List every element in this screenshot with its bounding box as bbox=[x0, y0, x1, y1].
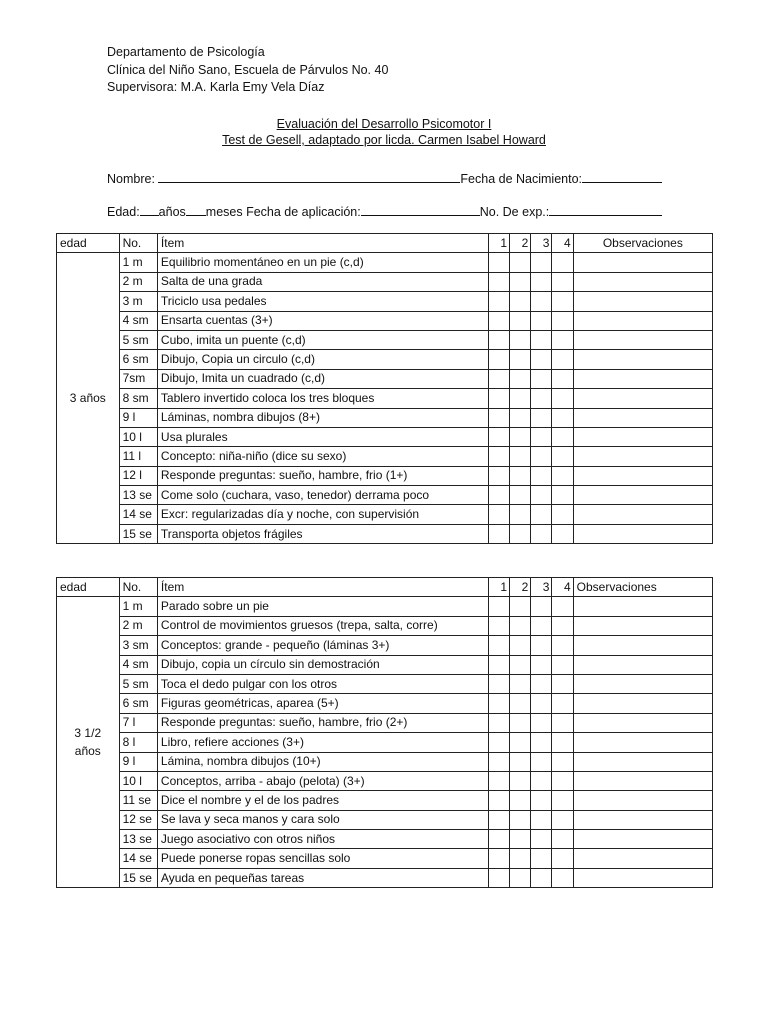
score-cell-4[interactable] bbox=[552, 505, 573, 524]
table-row bbox=[57, 389, 713, 408]
score-cell-3[interactable] bbox=[531, 674, 552, 693]
nombre-field[interactable] bbox=[158, 170, 460, 183]
score-cell-4[interactable] bbox=[552, 427, 573, 446]
score-cell-1[interactable] bbox=[488, 369, 509, 388]
meses-field[interactable] bbox=[186, 203, 206, 216]
score-cell-3[interactable] bbox=[531, 408, 552, 427]
item-number: 5 sm bbox=[119, 330, 157, 349]
item-number: 2 m bbox=[119, 616, 157, 635]
table-row bbox=[57, 486, 713, 505]
score-cell-3[interactable] bbox=[531, 447, 552, 466]
item-description: Libro, refiere acciones (3+) bbox=[157, 733, 488, 752]
score-cell-3[interactable] bbox=[531, 505, 552, 524]
score-cell-2[interactable] bbox=[510, 505, 531, 524]
score-cell-2[interactable] bbox=[510, 408, 531, 427]
score-cell-4[interactable] bbox=[552, 292, 573, 311]
score-cell-4[interactable] bbox=[552, 369, 573, 388]
table-row bbox=[57, 408, 713, 427]
score-cell-1[interactable] bbox=[488, 674, 509, 693]
table-row bbox=[57, 466, 713, 485]
score-cell-2[interactable] bbox=[510, 868, 531, 887]
score-cell-3[interactable] bbox=[531, 616, 552, 635]
score-cell-2[interactable] bbox=[510, 674, 531, 693]
observations-cell[interactable] bbox=[573, 369, 712, 388]
item-number: 7sm bbox=[119, 369, 157, 388]
item-description: Usa plurales bbox=[157, 427, 488, 446]
item-description: Transporta objetos frágiles bbox=[157, 524, 488, 543]
score-cell-1[interactable] bbox=[488, 636, 509, 655]
score-cell-2[interactable] bbox=[510, 752, 531, 771]
observations-cell[interactable] bbox=[573, 524, 712, 543]
score-cell-3[interactable] bbox=[531, 868, 552, 887]
col-2-header: 2 bbox=[510, 234, 531, 253]
item-number: 12 se bbox=[119, 810, 157, 829]
table-row bbox=[57, 505, 713, 524]
score-cell-3[interactable] bbox=[531, 830, 552, 849]
age-group-line-1: 3 1/2 bbox=[74, 726, 102, 741]
score-cell-1[interactable] bbox=[488, 311, 509, 330]
item-description: Responde preguntas: sueño, hambre, frio (1+) bbox=[157, 466, 488, 485]
table-row bbox=[57, 752, 713, 771]
observations-cell[interactable] bbox=[573, 427, 712, 446]
observations-cell[interactable] bbox=[573, 810, 712, 829]
score-cell-3[interactable] bbox=[531, 389, 552, 408]
score-cell-2[interactable] bbox=[510, 486, 531, 505]
item-description: Equilibrio momentáneo en un pie (c,d) bbox=[157, 253, 488, 272]
age-group-cell bbox=[57, 597, 120, 888]
score-cell-2[interactable] bbox=[510, 830, 531, 849]
score-cell-3[interactable] bbox=[531, 597, 552, 616]
observations-cell[interactable] bbox=[573, 733, 712, 752]
score-cell-3[interactable] bbox=[531, 810, 552, 829]
score-cell-1[interactable] bbox=[488, 505, 509, 524]
item-number: 3 m bbox=[119, 292, 157, 311]
score-cell-4[interactable] bbox=[552, 447, 573, 466]
score-cell-2[interactable] bbox=[510, 272, 531, 291]
score-cell-3[interactable] bbox=[531, 272, 552, 291]
score-cell-2[interactable] bbox=[510, 655, 531, 674]
table-row bbox=[57, 253, 713, 272]
item-description: Come solo (cuchara, vaso, tenedor) derrama poco bbox=[157, 486, 488, 505]
table-row bbox=[57, 830, 713, 849]
item-number: 6 sm bbox=[119, 694, 157, 713]
score-cell-1[interactable] bbox=[488, 733, 509, 752]
table-row bbox=[57, 636, 713, 655]
item-description: Lámina, nombra dibujos (10+) bbox=[157, 752, 488, 771]
table-row bbox=[57, 791, 713, 810]
score-cell-2[interactable] bbox=[510, 369, 531, 388]
score-cell-1[interactable] bbox=[488, 713, 509, 732]
item-number: 6 sm bbox=[119, 350, 157, 369]
score-cell-4[interactable] bbox=[552, 389, 573, 408]
score-cell-4[interactable] bbox=[552, 733, 573, 752]
table-row bbox=[57, 292, 713, 311]
score-cell-4[interactable] bbox=[552, 272, 573, 291]
evaluation-table-3-half-years bbox=[56, 577, 713, 888]
score-cell-4[interactable] bbox=[552, 597, 573, 616]
score-cell-4[interactable] bbox=[552, 713, 573, 732]
observations-cell[interactable] bbox=[573, 311, 712, 330]
score-cell-3[interactable] bbox=[531, 466, 552, 485]
score-cell-1[interactable] bbox=[488, 830, 509, 849]
item-description: Parado sobre un pie bbox=[157, 597, 488, 616]
item-number: 4 sm bbox=[119, 655, 157, 674]
score-cell-2[interactable] bbox=[510, 466, 531, 485]
item-description: Conceptos: grande - pequeño (láminas 3+) bbox=[157, 636, 488, 655]
observations-cell[interactable] bbox=[573, 389, 712, 408]
age-row bbox=[107, 203, 662, 219]
observations-cell[interactable] bbox=[573, 486, 712, 505]
table-header-row bbox=[57, 578, 713, 597]
score-cell-3[interactable] bbox=[531, 350, 552, 369]
observations-cell[interactable] bbox=[573, 350, 712, 369]
score-cell-4[interactable] bbox=[552, 350, 573, 369]
score-cell-4[interactable] bbox=[552, 694, 573, 713]
item-description: Dibujo, Imita un cuadrado (c,d) bbox=[157, 369, 488, 388]
score-cell-2[interactable] bbox=[510, 253, 531, 272]
score-cell-4[interactable] bbox=[552, 524, 573, 543]
score-cell-2[interactable] bbox=[510, 389, 531, 408]
score-cell-2[interactable] bbox=[510, 616, 531, 635]
observations-cell[interactable] bbox=[573, 868, 712, 887]
item-description: Responde preguntas: sueño, hambre, frio (2+) bbox=[157, 713, 488, 732]
score-cell-3[interactable] bbox=[531, 771, 552, 790]
item-description: Ensarta cuentas (3+) bbox=[157, 311, 488, 330]
anos-field[interactable] bbox=[140, 203, 159, 216]
score-cell-3[interactable] bbox=[531, 849, 552, 868]
score-cell-1[interactable] bbox=[488, 292, 509, 311]
score-cell-2[interactable] bbox=[510, 771, 531, 790]
table-row bbox=[57, 849, 713, 868]
title-line-2: Test de Gesell, adaptado por licda. Carmen Isabel Howard bbox=[222, 133, 546, 147]
score-cell-2[interactable] bbox=[510, 292, 531, 311]
item-number: 10 l bbox=[119, 427, 157, 446]
table-row bbox=[57, 311, 713, 330]
item-description: Láminas, nombra dibujos (8+) bbox=[157, 408, 488, 427]
score-cell-2[interactable] bbox=[510, 524, 531, 543]
score-cell-1[interactable] bbox=[488, 597, 509, 616]
score-cell-4[interactable] bbox=[552, 771, 573, 790]
table-row bbox=[57, 350, 713, 369]
meses-label: meses Fecha de aplicación: bbox=[205, 205, 361, 219]
item-description: Concepto: niña-niño (dice su sexo) bbox=[157, 447, 488, 466]
observations-cell[interactable] bbox=[573, 616, 712, 635]
score-cell-2[interactable] bbox=[510, 330, 531, 349]
table-row bbox=[57, 524, 713, 543]
col-edad-header: edad bbox=[57, 234, 120, 253]
observations-cell[interactable] bbox=[573, 849, 712, 868]
score-cell-2[interactable] bbox=[510, 636, 531, 655]
score-cell-3[interactable] bbox=[531, 330, 552, 349]
table-row bbox=[57, 272, 713, 291]
score-cell-2[interactable] bbox=[510, 427, 531, 446]
item-description: Tablero invertido coloca los tres bloques bbox=[157, 389, 488, 408]
item-number: 1 m bbox=[119, 597, 157, 616]
item-number: 10 l bbox=[119, 771, 157, 790]
score-cell-4[interactable] bbox=[552, 636, 573, 655]
score-cell-1[interactable] bbox=[488, 752, 509, 771]
score-cell-3[interactable] bbox=[531, 427, 552, 446]
item-number: 12 l bbox=[119, 466, 157, 485]
item-description: Figuras geométricas, aparea (5+) bbox=[157, 694, 488, 713]
score-cell-2[interactable] bbox=[510, 350, 531, 369]
anos-label: años bbox=[158, 205, 186, 219]
observations-cell[interactable] bbox=[573, 674, 712, 693]
score-cell-3[interactable] bbox=[531, 253, 552, 272]
score-cell-2[interactable] bbox=[510, 791, 531, 810]
name-row bbox=[107, 170, 662, 186]
score-cell-1[interactable] bbox=[488, 350, 509, 369]
score-cell-4[interactable] bbox=[552, 486, 573, 505]
item-description: Dibujo, copia un círculo sin demostración bbox=[157, 655, 488, 674]
score-cell-2[interactable] bbox=[510, 733, 531, 752]
item-number: 2 m bbox=[119, 272, 157, 291]
item-description: Conceptos, arriba - abajo (pelota) (3+) bbox=[157, 771, 488, 790]
item-number: 15 se bbox=[119, 868, 157, 887]
table-row bbox=[57, 597, 713, 616]
score-cell-3[interactable] bbox=[531, 311, 552, 330]
observations-cell[interactable] bbox=[573, 466, 712, 485]
score-cell-1[interactable] bbox=[488, 486, 509, 505]
score-cell-1[interactable] bbox=[488, 694, 509, 713]
table-row bbox=[57, 674, 713, 693]
score-cell-3[interactable] bbox=[531, 524, 552, 543]
score-cell-3[interactable] bbox=[531, 791, 552, 810]
score-cell-3[interactable] bbox=[531, 655, 552, 674]
score-cell-1[interactable] bbox=[488, 447, 509, 466]
score-cell-4[interactable] bbox=[552, 752, 573, 771]
col-item-header: Ítem bbox=[157, 578, 488, 597]
item-number: 7 l bbox=[119, 713, 157, 732]
score-cell-1[interactable] bbox=[488, 810, 509, 829]
table-row bbox=[57, 655, 713, 674]
score-cell-1[interactable] bbox=[488, 655, 509, 674]
item-description: Salta de una grada bbox=[157, 272, 488, 291]
title-line-1: Evaluación del Desarrollo Psicomotor I bbox=[276, 117, 492, 131]
table-row bbox=[57, 733, 713, 752]
observations-cell[interactable] bbox=[573, 272, 712, 291]
table-row bbox=[57, 616, 713, 635]
score-cell-2[interactable] bbox=[510, 597, 531, 616]
supervisor-name: Supervisora: M.A. Karla Emy Vela Díaz bbox=[107, 80, 325, 94]
document-header bbox=[107, 44, 388, 97]
observations-cell[interactable] bbox=[573, 292, 712, 311]
col-1-header: 1 bbox=[488, 578, 509, 597]
col-2-header: 2 bbox=[510, 578, 531, 597]
score-cell-2[interactable] bbox=[510, 447, 531, 466]
item-number: 14 se bbox=[119, 849, 157, 868]
observations-cell[interactable] bbox=[573, 636, 712, 655]
table-row bbox=[57, 447, 713, 466]
score-cell-1[interactable] bbox=[488, 253, 509, 272]
table-header-row bbox=[57, 234, 713, 253]
score-cell-2[interactable] bbox=[510, 713, 531, 732]
item-description: Ayuda en pequeñas tareas bbox=[157, 868, 488, 887]
observations-cell[interactable] bbox=[573, 830, 712, 849]
score-cell-1[interactable] bbox=[488, 791, 509, 810]
score-cell-1[interactable] bbox=[488, 427, 509, 446]
score-cell-1[interactable] bbox=[488, 389, 509, 408]
observations-cell[interactable] bbox=[573, 752, 712, 771]
score-cell-1[interactable] bbox=[488, 849, 509, 868]
observations-cell[interactable] bbox=[573, 655, 712, 674]
score-cell-2[interactable] bbox=[510, 849, 531, 868]
col-observaciones-header: Observaciones bbox=[573, 578, 712, 597]
table-row bbox=[57, 330, 713, 349]
table-row bbox=[57, 369, 713, 388]
observations-cell[interactable] bbox=[573, 253, 712, 272]
score-cell-4[interactable] bbox=[552, 655, 573, 674]
item-description: Juego asociativo con otros niños bbox=[157, 830, 488, 849]
observations-cell[interactable] bbox=[573, 330, 712, 349]
item-number: 4 sm bbox=[119, 311, 157, 330]
col-no-header: No. bbox=[119, 578, 157, 597]
score-cell-4[interactable] bbox=[552, 830, 573, 849]
table-row bbox=[57, 868, 713, 887]
score-cell-4[interactable] bbox=[552, 466, 573, 485]
item-number: 8 sm bbox=[119, 389, 157, 408]
score-cell-3[interactable] bbox=[531, 369, 552, 388]
col-4-header: 4 bbox=[552, 234, 573, 253]
col-observaciones-header: Observaciones bbox=[573, 234, 712, 253]
score-cell-1[interactable] bbox=[488, 272, 509, 291]
age-group-line-2: años bbox=[74, 744, 101, 759]
item-number: 13 se bbox=[119, 830, 157, 849]
item-number: 15 se bbox=[119, 524, 157, 543]
score-cell-4[interactable] bbox=[552, 408, 573, 427]
score-cell-3[interactable] bbox=[531, 694, 552, 713]
item-number: 1 m bbox=[119, 253, 157, 272]
col-3-header: 3 bbox=[531, 578, 552, 597]
score-cell-4[interactable] bbox=[552, 330, 573, 349]
nombre-label: Nombre: bbox=[107, 172, 155, 186]
score-cell-2[interactable] bbox=[510, 311, 531, 330]
item-description: Se lava y seca manos y cara solo bbox=[157, 810, 488, 829]
observations-cell[interactable] bbox=[573, 713, 712, 732]
expediente-label: No. De exp.: bbox=[479, 205, 550, 219]
observations-cell[interactable] bbox=[573, 408, 712, 427]
item-number: 3 sm bbox=[119, 636, 157, 655]
score-cell-1[interactable] bbox=[488, 408, 509, 427]
table-row bbox=[57, 810, 713, 829]
score-cell-3[interactable] bbox=[531, 713, 552, 732]
observations-cell[interactable] bbox=[573, 597, 712, 616]
score-cell-2[interactable] bbox=[510, 810, 531, 829]
item-description: Dice el nombre y el de los padres bbox=[157, 791, 488, 810]
observations-cell[interactable] bbox=[573, 447, 712, 466]
evaluation-table-3-years bbox=[56, 233, 713, 544]
score-cell-4[interactable] bbox=[552, 810, 573, 829]
score-cell-4[interactable] bbox=[552, 868, 573, 887]
col-1-header: 1 bbox=[488, 234, 509, 253]
col-3-header: 3 bbox=[531, 234, 552, 253]
score-cell-3[interactable] bbox=[531, 636, 552, 655]
item-number: 14 se bbox=[119, 505, 157, 524]
item-description: Toca el dedo pulgar con los otros bbox=[157, 674, 488, 693]
score-cell-1[interactable] bbox=[488, 524, 509, 543]
fecha-aplicacion-field[interactable] bbox=[361, 203, 480, 216]
score-cell-4[interactable] bbox=[552, 253, 573, 272]
item-number: 11 se bbox=[119, 791, 157, 810]
item-description: Puede ponerse ropas sencillas solo bbox=[157, 849, 488, 868]
score-cell-4[interactable] bbox=[552, 849, 573, 868]
score-cell-1[interactable] bbox=[488, 616, 509, 635]
score-cell-4[interactable] bbox=[552, 791, 573, 810]
observations-cell[interactable] bbox=[573, 791, 712, 810]
edad-label: Edad: bbox=[107, 205, 140, 219]
observations-cell[interactable] bbox=[573, 505, 712, 524]
item-number: 9 l bbox=[119, 752, 157, 771]
table-row bbox=[57, 771, 713, 790]
item-description: Dibujo, Copia un circulo (c,d) bbox=[157, 350, 488, 369]
col-edad-header: edad bbox=[57, 578, 120, 597]
score-cell-1[interactable] bbox=[488, 771, 509, 790]
item-number: 11 l bbox=[119, 447, 157, 466]
score-cell-3[interactable] bbox=[531, 733, 552, 752]
item-number: 8 l bbox=[119, 733, 157, 752]
score-cell-1[interactable] bbox=[488, 466, 509, 485]
fecha-nacimiento-field[interactable] bbox=[582, 170, 662, 183]
expediente-field[interactable] bbox=[549, 203, 662, 216]
department-name: Departamento de Psicología bbox=[107, 45, 265, 59]
score-cell-3[interactable] bbox=[531, 292, 552, 311]
document-title bbox=[0, 116, 768, 148]
score-cell-4[interactable] bbox=[552, 674, 573, 693]
score-cell-4[interactable] bbox=[552, 616, 573, 635]
clinic-name: Clínica del Niño Sano, Escuela de Párvulos No. 40 bbox=[107, 62, 389, 77]
table-row bbox=[57, 713, 713, 732]
item-number: 9 l bbox=[119, 408, 157, 427]
col-4-header: 4 bbox=[552, 578, 573, 597]
item-number: 5 sm bbox=[119, 674, 157, 693]
item-description: Control de movimientos gruesos (trepa, salta, corre) bbox=[157, 616, 488, 635]
observations-cell[interactable] bbox=[573, 771, 712, 790]
item-description: Cubo, imita un puente (c,d) bbox=[157, 330, 488, 349]
score-cell-3[interactable] bbox=[531, 486, 552, 505]
item-description: Excr: regularizadas día y noche, con supervisión bbox=[157, 505, 488, 524]
score-cell-4[interactable] bbox=[552, 311, 573, 330]
score-cell-3[interactable] bbox=[531, 752, 552, 771]
fecha-nacimiento-label: Fecha de Nacimiento: bbox=[460, 172, 583, 186]
score-cell-1[interactable] bbox=[488, 868, 509, 887]
col-item-header: Ítem bbox=[157, 234, 488, 253]
table-row bbox=[57, 694, 713, 713]
item-number: 13 se bbox=[119, 486, 157, 505]
score-cell-2[interactable] bbox=[510, 694, 531, 713]
observations-cell[interactable] bbox=[573, 694, 712, 713]
item-description: Triciclo usa pedales bbox=[157, 292, 488, 311]
age-group-cell: 3 años bbox=[57, 253, 120, 544]
table-row bbox=[57, 427, 713, 446]
col-no-header: No. bbox=[119, 234, 157, 253]
score-cell-1[interactable] bbox=[488, 330, 509, 349]
